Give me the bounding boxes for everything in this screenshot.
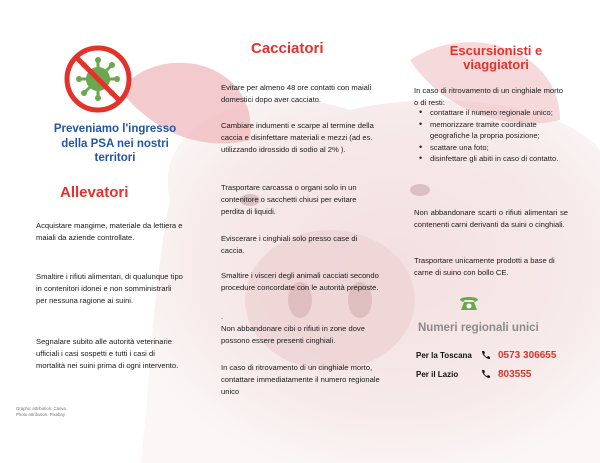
cacciatori-paragraph-2: Cambiare indumenti e scarpe al termine della caccia e disinfettare materiali e mezzi (ad es. utilizzando idrossido di sodio al 2% ). — [221, 121, 374, 154]
phone-handset-icon — [481, 369, 491, 379]
no-virus-icon — [63, 44, 133, 114]
numbers-title: Numeri regionali unici — [418, 322, 539, 334]
cacciatori-paragraph-3: Trasportare carcassa o organi solo in un contenitore o sacchetti chiusi per evitare perdita di liquidi. — [221, 183, 357, 216]
region-label-lazio: Per il Lazio — [416, 370, 459, 379]
heading-escursionisti: Escursionisti e viaggiatori — [449, 43, 543, 72]
list-item: • scattare una foto; — [414, 142, 564, 154]
allevatori-paragraph-2: Smaltire i rifiuti alimentari, di qualunque tipo in contenitori idonei e non somministrarli per nessuna ragione ai suini. — [36, 272, 183, 305]
cacciatori-paragraph-4: Eviscerare i cinghiali solo presso case di caccia. — [221, 234, 358, 255]
list-item: • disinfettare gli abiti in caso di contatto. — [414, 153, 564, 165]
escursionisti-intro: In caso di ritrovamento di un cinghiale morto o di resti: — [414, 86, 563, 107]
escursionisti-bullet-list — [414, 107, 564, 165]
allevatori-paragraph-1: Acquistare mangime, materiale da lettiera e maiali da aziende controllate. — [36, 221, 183, 242]
cacciatori-paragraph-6: . — [221, 312, 224, 321]
escursionisti-paragraph-3: Trasportare unicamente prodotti a base di carne di suino con bollo CE. — [414, 256, 555, 277]
cacciatori-paragraph-1: Evitare per almeno 48 ore contatti con maiali domestici dopo aver cacciato. — [221, 83, 372, 104]
phone-number-lazio[interactable]: 803555 — [498, 369, 532, 380]
credit-line-2: Photo attribution: Pixabay — [16, 412, 65, 417]
heading-allevatori: Allevatori — [60, 184, 129, 201]
cacciatori-paragraph-5: Smaltire i visceri degli animali cacciati secondo procedure concordate con le autorità preposte. — [221, 271, 379, 292]
phone-number-toscana[interactable]: 0573 306655 — [498, 350, 557, 361]
escursionisti-paragraph-2: Non abbandonare scarti o rifiuti alimentari se contenenti carni derivanti da suini o cinghiali. — [414, 208, 568, 229]
telephone-icon — [458, 294, 480, 312]
region-label-toscana: Per la Toscana — [416, 351, 472, 360]
cacciatori-paragraph-8: In caso di ritrovamento di un cinghiale morto, contattare immediatamente il numero regionale unico — [221, 363, 380, 396]
list-item: • contattare il numero regionale unico; — [414, 107, 564, 119]
phone-handset-icon — [481, 350, 491, 360]
allevatori-paragraph-3: Segnalare subito alle autorità veterinarie ufficiali i casi sospetti e tutti i casi di mortalità nei suini prima di ogni intervento. — [36, 337, 179, 370]
list-item: • memorizzare tramite coordinate geografiche la propria posizione; — [414, 119, 564, 142]
attribution-credit — [16, 406, 66, 418]
cacciatori-paragraph-7: Non abbandonare cibi o rifiuti in zone dove possono essere presenti cinghiali. — [221, 324, 365, 345]
credit-line-1: Graphic attribution: Canva — [16, 406, 66, 411]
heading-cacciatori: Cacciatori — [251, 40, 324, 57]
campaign-title: Preveniamo l'ingresso della PSA nei nostri territori — [53, 123, 177, 164]
